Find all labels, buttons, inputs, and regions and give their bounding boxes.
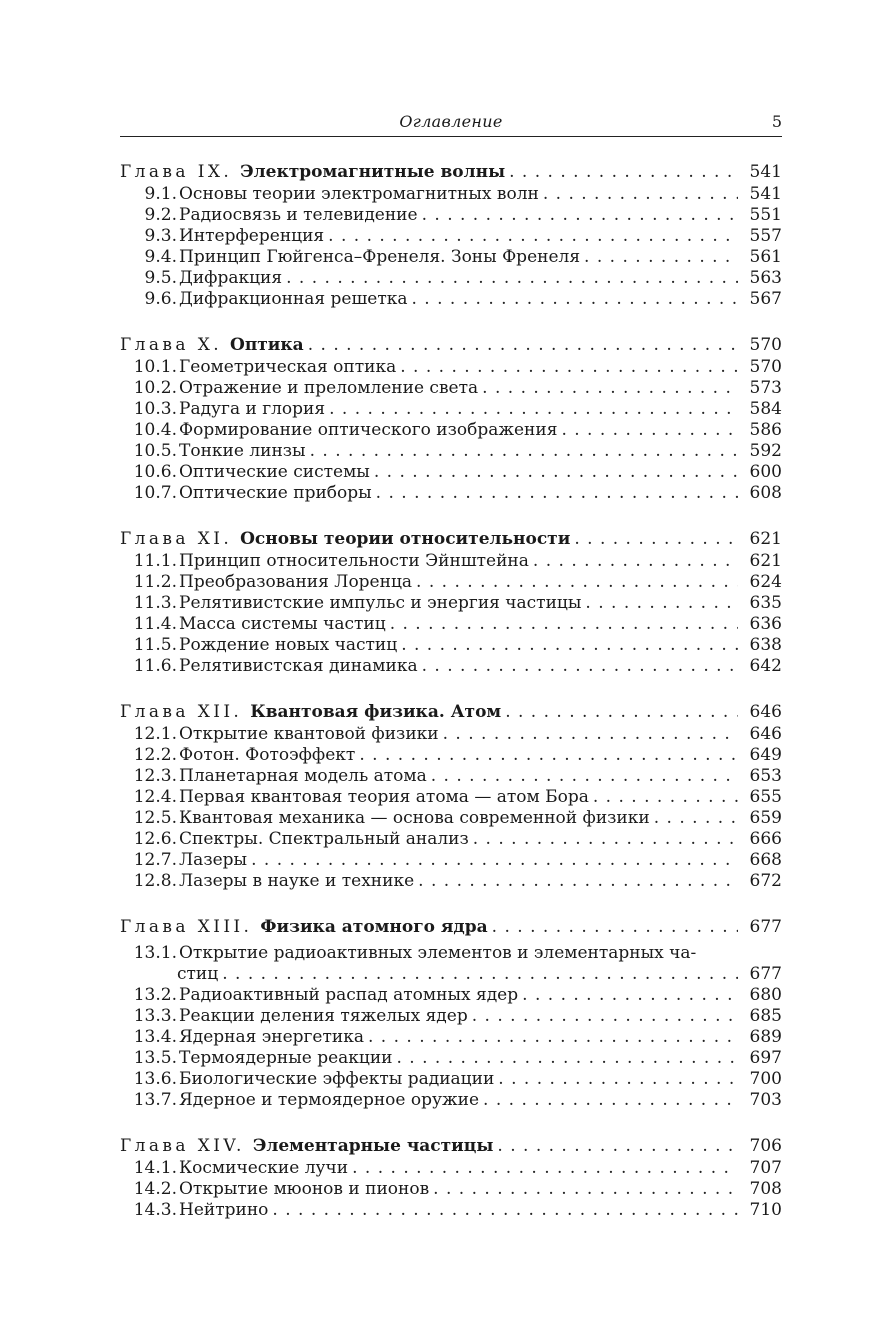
section-title: Квантовая механика — основа современной физики <box>179 808 650 828</box>
section-number: 13.1. <box>133 943 177 963</box>
leader-dots <box>422 205 738 226</box>
leader-dots <box>492 915 738 939</box>
section-title: Ядерная энергетика <box>179 1027 364 1047</box>
toc-section-row[interactable] <box>120 593 782 614</box>
section-title: Дифракция <box>179 268 283 288</box>
toc-chapter-row[interactable] <box>120 915 782 939</box>
chapter-page: 677 <box>749 917 782 937</box>
toc-chapter <box>120 1134 782 1221</box>
chapter-title: Элементарные частицы <box>252 1136 494 1156</box>
section-page: 697 <box>749 1048 782 1068</box>
toc-section-row[interactable] <box>120 226 782 247</box>
section-page: 551 <box>749 205 782 225</box>
section-number: 14.2. <box>133 1179 177 1199</box>
section-number: 12.4. <box>133 787 177 807</box>
section-page: 707 <box>749 1158 782 1178</box>
toc-section-row[interactable] <box>120 745 782 766</box>
section-number: 12.1. <box>133 724 177 744</box>
toc-section-row-continued[interactable] <box>120 964 782 985</box>
leader-dots <box>498 1069 738 1090</box>
leader-dots <box>433 1179 738 1200</box>
section-number: 12.6. <box>133 829 177 849</box>
section-title-continued: стиц <box>177 964 219 984</box>
section-title: Фотон. Фотоэффект <box>179 745 356 765</box>
section-title: Спектры. Спектральный анализ <box>179 829 469 849</box>
section-title: Принцип относительности Эйнштейна <box>179 551 529 571</box>
leader-dots <box>483 1090 738 1111</box>
chapter-page: 570 <box>749 335 782 355</box>
section-title: Релятивистская динамика <box>179 656 418 676</box>
section-page: 636 <box>749 614 782 634</box>
chapter-label: Глава XII. <box>120 702 243 722</box>
leader-dots <box>222 964 738 985</box>
toc-section-row[interactable] <box>120 871 782 892</box>
section-title: Рождение новых частиц <box>179 635 398 655</box>
section-title: Принцип Гюйгенса–Френеля. Зоны Френеля <box>179 247 581 267</box>
chapter-label: Глава IX. <box>120 162 233 182</box>
toc-section-row[interactable] <box>120 420 782 441</box>
section-page: 563 <box>749 268 782 288</box>
section-number: 12.5. <box>133 808 177 828</box>
section-page: 700 <box>749 1069 782 1089</box>
section-number: 13.4. <box>133 1027 177 1047</box>
toc-section-row[interactable] <box>120 441 782 462</box>
section-page: 659 <box>749 808 782 828</box>
toc-section-row[interactable] <box>120 551 782 572</box>
leader-dots <box>412 289 739 310</box>
chapter-page: 646 <box>749 702 782 722</box>
toc-section-row[interactable] <box>120 399 782 420</box>
toc-chapter-row[interactable] <box>120 160 782 184</box>
section-page: 689 <box>749 1027 782 1047</box>
leader-dots <box>329 399 738 420</box>
section-page: 708 <box>749 1179 782 1199</box>
section-page: 570 <box>749 357 782 377</box>
section-page: 624 <box>749 572 782 592</box>
section-title: Масса системы частиц <box>179 614 386 634</box>
section-number: 9.3. <box>144 226 177 246</box>
section-page: 672 <box>749 871 782 891</box>
section-number: 14.1. <box>133 1158 177 1178</box>
toc-section-row[interactable] <box>120 247 782 268</box>
section-title: Открытие радиоактивных элементов и элементарных ча- <box>179 943 697 963</box>
section-title: Первая квантовая теория атома — атом Бора <box>179 787 589 807</box>
section-number: 11.1. <box>133 551 177 571</box>
leader-dots <box>374 462 738 483</box>
section-page: 621 <box>749 551 782 571</box>
section-title: Ядерное и термоядерное оружие <box>179 1090 480 1110</box>
leader-dots <box>473 829 738 850</box>
section-title: Оптические системы <box>179 462 370 482</box>
leader-dots <box>251 850 738 871</box>
toc-section-row[interactable] <box>120 1048 782 1069</box>
leader-dots <box>368 1027 738 1048</box>
section-title: Биологические эффекты радиации <box>179 1069 495 1089</box>
section-page: 653 <box>749 766 782 786</box>
section-title: Открытие мюонов и пионов <box>179 1179 430 1199</box>
leader-dots <box>431 766 738 787</box>
toc-section-row[interactable] <box>120 1090 782 1111</box>
section-number: 10.3. <box>133 399 177 419</box>
section-number: 9.5. <box>144 268 177 288</box>
chapter-title: Квантовая физика. Атом <box>250 702 502 722</box>
section-title: Геометрическая оптика <box>179 357 397 377</box>
section-page: 608 <box>749 483 782 503</box>
section-title: Формирование оптического изображения <box>179 420 558 440</box>
section-number: 12.8. <box>133 871 177 891</box>
section-page: 600 <box>749 462 782 482</box>
section-page: 668 <box>749 850 782 870</box>
section-title: Тонкие линзы <box>179 441 306 461</box>
leader-dots <box>654 808 738 829</box>
section-number: 11.3. <box>133 593 177 613</box>
toc-chapter-row[interactable] <box>120 700 782 724</box>
toc-section-row[interactable] <box>120 205 782 226</box>
toc-section-row[interactable] <box>120 1006 782 1027</box>
section-title: Релятивистские импульс и энергия частицы <box>179 593 582 613</box>
section-title: Отражение и преломление света <box>179 378 479 398</box>
section-number: 9.4. <box>144 247 177 267</box>
toc-section-row[interactable] <box>120 766 782 787</box>
section-number: 9.1. <box>144 184 177 204</box>
section-title: Открытие квантовой физики <box>179 724 439 744</box>
chapter-label: Глава XI. <box>120 529 233 549</box>
toc-chapter <box>120 160 782 310</box>
section-title: Лазеры в науке и технике <box>179 871 415 891</box>
toc-section-row[interactable] <box>120 850 782 871</box>
leader-dots <box>416 572 738 593</box>
section-number: 9.2. <box>144 205 177 225</box>
section-title: Нейтрино <box>179 1200 269 1220</box>
toc-section-row[interactable] <box>120 268 782 289</box>
leader-dots <box>593 787 738 808</box>
section-page: 635 <box>749 593 782 613</box>
toc-chapter-row[interactable] <box>120 1134 782 1158</box>
leader-dots <box>376 483 738 504</box>
leader-dots <box>286 268 738 289</box>
leader-dots <box>310 441 738 462</box>
section-number: 13.2. <box>133 985 177 1005</box>
toc-section-row[interactable] <box>120 635 782 656</box>
chapter-label: Глава XIV. <box>120 1136 245 1156</box>
section-page: 710 <box>749 1200 782 1220</box>
section-page: 677 <box>749 964 782 984</box>
section-number: 11.4. <box>133 614 177 634</box>
section-number: 10.7. <box>133 483 177 503</box>
leader-dots <box>272 1200 738 1221</box>
leader-dots <box>352 1158 738 1179</box>
section-page: 642 <box>749 656 782 676</box>
chapter-page: 621 <box>749 529 782 549</box>
section-number: 11.2. <box>133 572 177 592</box>
section-title: Дифракционная решетка <box>179 289 408 309</box>
section-number: 10.1. <box>133 357 177 377</box>
section-title: Планетарная модель атома <box>179 766 427 786</box>
chapter-page: 541 <box>749 162 782 182</box>
toc-section-row[interactable] <box>120 184 782 205</box>
toc-chapter-row[interactable] <box>120 333 782 357</box>
section-number: 12.7. <box>133 850 177 870</box>
section-page: 561 <box>749 247 782 267</box>
section-number: 13.7. <box>133 1090 177 1110</box>
leader-dots <box>522 985 738 1006</box>
leader-dots <box>359 745 738 766</box>
leader-dots <box>328 226 738 247</box>
leader-dots <box>509 160 738 184</box>
chapter-label: Глава X. <box>120 335 223 355</box>
section-title: Радуга и глория <box>179 399 326 419</box>
toc-section-row[interactable] <box>120 614 782 635</box>
section-number: 9.6. <box>144 289 177 309</box>
toc-section-row[interactable] <box>120 1027 782 1048</box>
section-title: Космические лучи <box>179 1158 349 1178</box>
leader-dots <box>443 724 738 745</box>
chapter-page: 706 <box>749 1136 782 1156</box>
leader-dots <box>584 247 738 268</box>
toc-chapter <box>120 527 782 677</box>
section-page: 655 <box>749 787 782 807</box>
toc-chapter <box>120 333 782 504</box>
toc-chapter-row[interactable] <box>120 527 782 551</box>
toc-section-row[interactable] <box>120 1069 782 1090</box>
page-number: 5 <box>771 112 782 131</box>
toc-section-row[interactable] <box>120 787 782 808</box>
toc-section-row[interactable] <box>120 572 782 593</box>
section-page: 649 <box>749 745 782 765</box>
running-header <box>120 112 782 137</box>
section-page: 573 <box>749 378 782 398</box>
section-title: Основы теории электромагнитных волн <box>179 184 539 204</box>
section-page: 666 <box>749 829 782 849</box>
section-number: 10.6. <box>133 462 177 482</box>
section-title: Радиоактивный распад атомных ядер <box>179 985 519 1005</box>
section-page: 567 <box>749 289 782 309</box>
section-title: Преобразования Лоренца <box>179 572 413 592</box>
toc-section-row[interactable] <box>120 808 782 829</box>
section-page: 592 <box>749 441 782 461</box>
chapter-title: Электромагнитные волны <box>240 162 506 182</box>
section-number: 12.2. <box>133 745 177 765</box>
toc-chapter <box>120 915 782 1111</box>
section-number: 14.3. <box>133 1200 177 1220</box>
section-page: 680 <box>749 985 782 1005</box>
section-number: 11.6. <box>133 656 177 676</box>
section-number: 10.4. <box>133 420 177 440</box>
section-title: Радиосвязь и телевидение <box>179 205 418 225</box>
toc-section-row[interactable] <box>120 289 782 310</box>
toc-section-row[interactable] <box>120 1200 782 1221</box>
leader-dots <box>505 700 738 724</box>
toc-section-row[interactable] <box>120 462 782 483</box>
leader-dots <box>585 593 738 614</box>
leader-dots <box>561 420 738 441</box>
leader-dots <box>308 333 738 357</box>
section-title: Термоядерные реакции <box>179 1048 393 1068</box>
section-page: 557 <box>749 226 782 246</box>
section-page: 638 <box>749 635 782 655</box>
toc-section-row[interactable] <box>120 378 782 399</box>
leader-dots <box>543 184 738 205</box>
leader-dots <box>472 1006 738 1027</box>
section-title: Реакции деления тяжелых ядер <box>179 1006 468 1026</box>
section-title: Лазеры <box>179 850 248 870</box>
toc-section-row[interactable] <box>120 943 782 964</box>
section-page: 646 <box>749 724 782 744</box>
chapter-title: Физика атомного ядра <box>260 917 488 937</box>
toc-section-row[interactable] <box>120 656 782 677</box>
leader-dots <box>422 656 738 677</box>
leader-dots <box>574 527 738 551</box>
section-number: 10.5. <box>133 441 177 461</box>
section-page: 541 <box>749 184 782 204</box>
section-title: Оптические приборы <box>179 483 372 503</box>
header-title: Оглавление <box>399 112 503 131</box>
section-number: 13.6. <box>133 1069 177 1089</box>
toc-section-row[interactable] <box>120 829 782 850</box>
section-number: 12.3. <box>133 766 177 786</box>
toc-section-row[interactable] <box>120 985 782 1006</box>
leader-dots <box>390 614 738 635</box>
leader-dots <box>497 1134 738 1158</box>
toc-chapter <box>120 700 782 892</box>
leader-dots <box>482 378 738 399</box>
chapter-title: Основы теории относительности <box>240 529 571 549</box>
toc-section-row[interactable] <box>120 483 782 504</box>
leader-dots <box>533 551 738 572</box>
section-page: 685 <box>749 1006 782 1026</box>
section-number: 11.5. <box>133 635 177 655</box>
section-number: 13.3. <box>133 1006 177 1026</box>
section-title: Интерференция <box>179 226 325 246</box>
leader-dots <box>397 1048 739 1069</box>
toc-section-row[interactable] <box>120 357 782 378</box>
leader-dots <box>418 871 738 892</box>
section-page: 586 <box>749 420 782 440</box>
chapter-label: Глава XIII. <box>120 917 253 937</box>
toc-section-row[interactable] <box>120 1179 782 1200</box>
leader-dots <box>401 635 738 656</box>
section-number: 10.2. <box>133 378 177 398</box>
table-of-contents <box>120 160 782 1244</box>
leader-dots <box>400 357 738 378</box>
toc-section-row[interactable] <box>120 724 782 745</box>
section-number: 13.5. <box>133 1048 177 1068</box>
section-page: 703 <box>749 1090 782 1110</box>
section-page: 584 <box>749 399 782 419</box>
chapter-title: Оптика <box>230 335 304 355</box>
toc-section-row[interactable] <box>120 1158 782 1179</box>
